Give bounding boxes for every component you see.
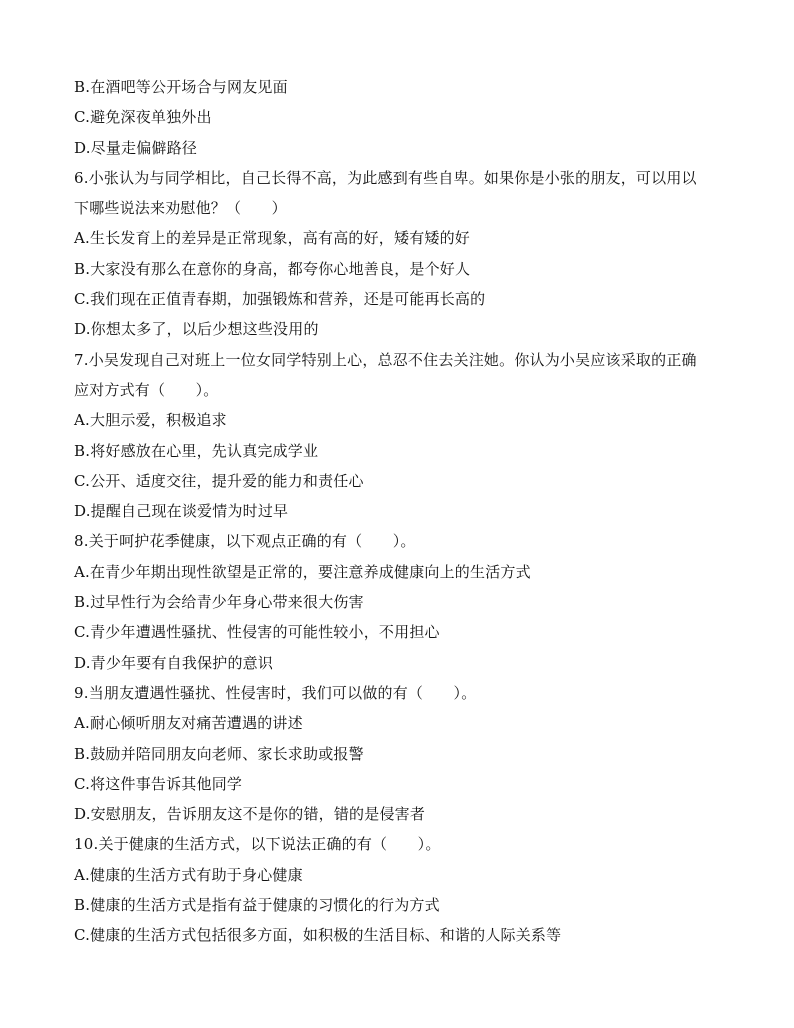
option-10-a: A.健康的生活方式有助于身心健康 — [74, 865, 303, 884]
option-6-a: A.生长发育上的差异是正常现象，高有高的好，矮有矮的好 — [74, 229, 471, 248]
option-5-d: D.尽量走偏僻路径 — [74, 138, 198, 157]
question-10-stem: 10.关于健康的生活方式，以下说法正确的有（ ）。 — [74, 835, 441, 854]
page-content — [74, 72, 734, 951]
option-9-d: D.安慰朋友，告诉朋友这不是你的错，错的是侵害者 — [74, 805, 426, 824]
option-7-a: A.大胆示爱，积极追求 — [74, 411, 227, 430]
question-8-stem: 8.关于呵护花季健康，以下观点正确的有（ ）。 — [74, 532, 416, 551]
option-8-d: D.青少年要有自我保护的意识 — [74, 653, 274, 672]
option-5-b: B.在酒吧等公开场合与网友见面 — [74, 78, 288, 96]
option-5-c: C.避免深夜单独外出 — [74, 108, 212, 127]
question-7 — [74, 345, 734, 527]
option-7-d: D.提醒自己现在谈爱情为时过早 — [74, 502, 289, 521]
question-9 — [74, 678, 734, 829]
option-10-b: B.健康的生活方式是指有益于健康的习惯化的行为方式 — [74, 896, 440, 915]
option-8-b: B.过早性行为会给青少年身心带来很大伤害 — [74, 593, 364, 612]
question-6 — [74, 163, 734, 345]
question-10 — [74, 829, 734, 950]
option-8-c: C.青少年遭遇性骚扰、性侵害的可能性较小，不用担心 — [74, 623, 440, 642]
option-9-c: C.将这件事告诉其他同学 — [74, 774, 243, 793]
option-9-a: A.耐心倾听朋友对痛苦遭遇的讲述 — [74, 714, 303, 733]
option-6-b: B.大家没有那么在意你的身高，都夸你心地善良，是个好人 — [74, 259, 471, 278]
option-6-d: D.你想太多了，以后少想这些没用的 — [74, 320, 319, 339]
option-7-b: B.将好感放在心里，先认真完成学业 — [74, 441, 319, 460]
question-9-stem: 9.当朋友遭遇性骚扰、性侵害时，我们可以做的有（ ）。 — [74, 683, 477, 702]
option-10-c: C.健康的生活方式包括很多方面，如积极的生活目标、和谐的人际关系等 — [74, 926, 562, 945]
option-7-c: C.公开、适度交往，提升爱的能力和责任心 — [74, 471, 364, 490]
option-6-c: C.我们现在正值青春期，加强锻炼和营养，还是可能再长高的 — [74, 290, 486, 309]
question-8 — [74, 526, 734, 677]
question-5-options — [74, 72, 734, 163]
question-6-stem-line-1: 6.小张认为与同学相比，自己长得不高，为此感到有些自卑。如果你是小张的朋友，可以用以 — [74, 168, 697, 187]
option-9-b: B.鼓励并陪同朋友向老师、家长求助或报警 — [74, 744, 364, 763]
question-7-stem-line-1: 7.小吴发现自己对班上一位女同学特别上心，总忍不住去关注她。你认为小吴应该采取的正确 — [74, 350, 697, 369]
option-8-a: A.在青少年期出现性欲望是正常的，要注意养成健康向上的生活方式 — [74, 562, 531, 581]
question-6-stem-line-2: 下哪些说法来劝慰他？（ ） — [74, 199, 287, 218]
question-7-stem-line-2: 应对方式有（ ）。 — [74, 380, 219, 399]
